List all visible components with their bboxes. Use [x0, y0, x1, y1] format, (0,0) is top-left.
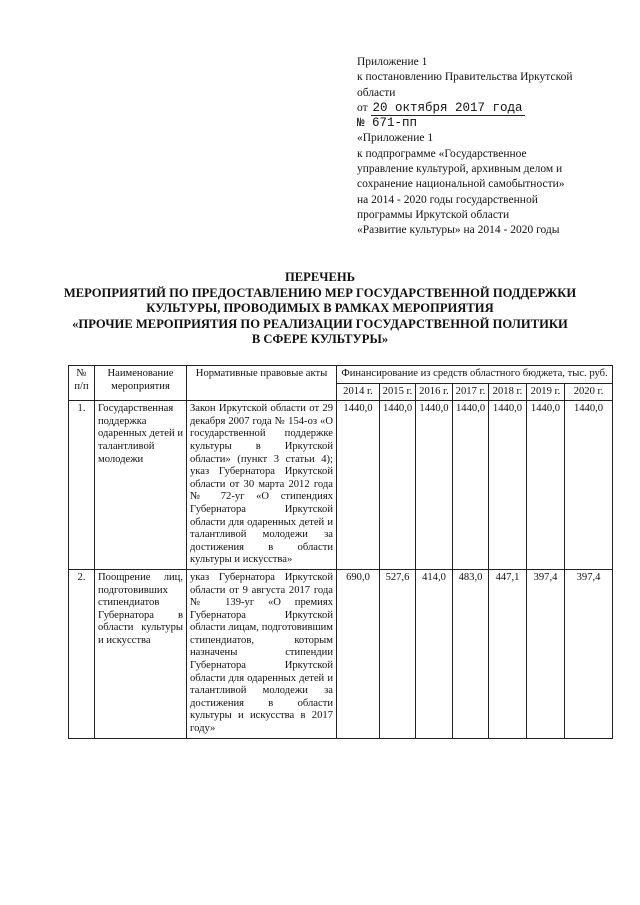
row-num: 1.: [69, 401, 95, 570]
appendix-inner-line: управление культурой, архивным делом и: [357, 163, 563, 176]
title-line: ПЕРЕЧЕНЬ: [284, 270, 356, 284]
row-value: 1440,0: [453, 401, 489, 570]
header-year: 2019 г.: [527, 383, 565, 401]
header-row: [69, 366, 613, 384]
appendix-block: [357, 55, 617, 239]
header-num: № п/п: [69, 366, 95, 401]
row-value: 1440,0: [380, 401, 416, 570]
header-acts: Нормативные правовые акты: [187, 366, 337, 401]
header-year: 2014 г.: [337, 383, 380, 401]
row-name: Государственная поддержка одаренных детей и талантливой молодежи: [95, 401, 187, 570]
document-title: [40, 270, 600, 348]
header-name: Наименование мероприятия: [95, 366, 187, 401]
header-year: 2016 г.: [416, 383, 453, 401]
appendix-line: Приложение 1: [357, 56, 428, 68]
row-acts: Закон Иркутской области от 29 декабря 2007 года № 154-оз «О государственной поддержке культуры в Иркутской области» (пункт 3 статьи 4); указ Губернатора Иркутской области от 30 марта 2012 года № 72-уг «О стипендиях Губернатора Иркутской области для одаренных детей и талантливой молодежи за достижения в области культуры и искусства»: [187, 401, 337, 570]
appendix-date: 20 октября 2017 года: [372, 100, 523, 115]
appendix-inner-line: к подпрограмме «Государственное: [357, 147, 527, 160]
appendix-line: области: [357, 86, 396, 99]
appendix-inner-line: сохранение национальной самобытности»: [357, 178, 565, 191]
row-value: 1440,0: [565, 401, 613, 570]
date-prefix: от: [357, 101, 368, 114]
appendix-inner-line: программы Иркутской области: [357, 208, 510, 221]
header-year: 2017 г.: [453, 383, 489, 401]
appendix-line: к постановлению Правительства Иркутской: [357, 71, 573, 84]
row-value: 414,0: [416, 569, 453, 738]
row-value: 483,0: [453, 569, 489, 738]
row-value: 1440,0: [416, 401, 453, 570]
measures-table: [68, 365, 613, 739]
title-line: «ПРОЧИЕ МЕРОПРИЯТИЯ ПО РЕАЛИЗАЦИИ ГОСУДАРСТВЕННОЙ ПОЛИТИКИ: [72, 316, 568, 331]
table-row: [69, 401, 613, 570]
header-year: 2018 г.: [489, 383, 527, 401]
appendix-date-line: [357, 101, 617, 116]
appendix-inner-line: «Приложение 1: [357, 132, 434, 145]
header-year: 2015 г.: [380, 383, 416, 401]
row-value: 1440,0: [337, 401, 380, 570]
title-line: КУЛЬТУРЫ, ПРОВОДИМЫХ В РАМКАХ МЕРОПРИЯТИЯ: [146, 301, 494, 316]
row-value: 1440,0: [489, 401, 527, 570]
row-value: 1440,0: [527, 401, 565, 570]
row-acts: указ Губернатора Иркутской области от 9 августа 2017 года № 139-уг «О премиях Губернатора Иркутской области лицам, подготовившим стипендиатов, которым назначены стипендии Губернатора Иркутской области для одаренных детей и талантливой молодежи за достижения в области культуры и искусства в 2017 году»: [187, 569, 337, 738]
row-value: 397,4: [565, 569, 613, 738]
appendix-inner-line: «Развитие культуры» на 2014 - 2020 годы: [357, 224, 560, 237]
row-value: 527,6: [380, 569, 416, 738]
row-value: 397,4: [527, 569, 565, 738]
row-value: 447,1: [489, 569, 527, 738]
title-line: МЕРОПРИЯТИЙ ПО ПРЕДОСТАВЛЕНИЮ МЕР ГОСУДАРСТВЕННОЙ ПОДДЕРЖКИ: [63, 285, 577, 300]
appendix-number: № 671-пп: [357, 116, 418, 131]
row-value: 690,0: [337, 569, 380, 738]
appendix-inner-line: на 2014 - 2020 годы государственной: [357, 193, 538, 206]
row-num: 2.: [69, 569, 95, 738]
header-financing: Финансирование из средств областного бюджета, тыс. руб.: [337, 366, 613, 384]
row-name: Поощрение лиц, подготовивших стипендиатов Губернатора в области культуры и искусства: [95, 569, 187, 738]
title-line: В СФЕРЕ КУЛЬТУРЫ»: [251, 332, 389, 347]
table-row: [69, 569, 613, 738]
header-year: 2020 г.: [565, 383, 613, 401]
